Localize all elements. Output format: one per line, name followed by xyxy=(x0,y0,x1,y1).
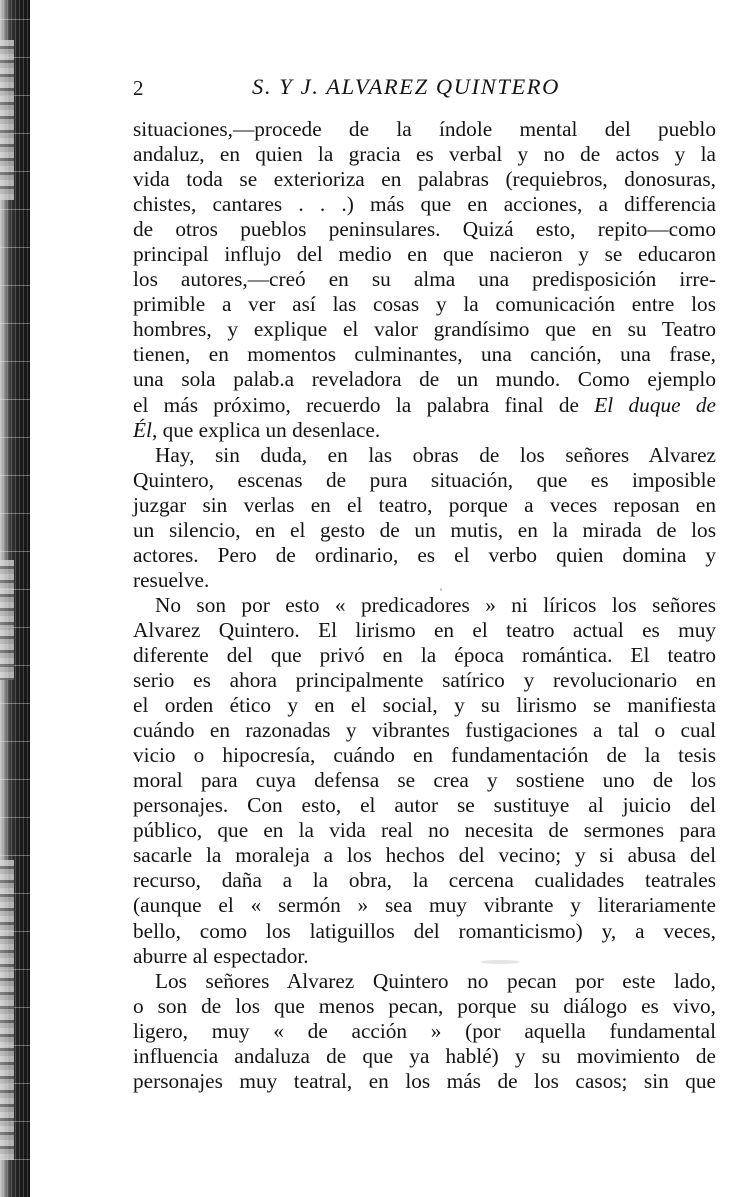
text-segment: , que explica un desenlace. xyxy=(151,417,381,442)
text-line: situaciones,—procede de la índole mental del pueblo xyxy=(133,117,716,141)
paragraph-start-line: Los señores Alvarez Quintero no pecan por este lado, xyxy=(155,968,716,993)
text-line: (aunque el « sermón » sea muy vibrante y literariamente xyxy=(133,893,716,918)
text-line: personajes. Con esto, el autor se sustituye al juicio del xyxy=(133,793,716,818)
paper-speck xyxy=(440,588,442,591)
paper-speck xyxy=(480,960,520,964)
text-line: tienen, en momentos culminantes, una canción, una frase, xyxy=(133,342,716,367)
text-line: público, que en la vida real no necesita de sermones para xyxy=(133,818,716,843)
book-binding-edge xyxy=(0,0,30,1197)
paragraph-start-line: No son por esto « predicadores » ni líricos los señores xyxy=(155,592,716,617)
text-line: primible a ver así las cosas y la comunicación entre los xyxy=(133,292,716,317)
text-line: sacarle la moraleja a los hechos del vecino; y si abusa del xyxy=(133,843,716,868)
text-line: serio es ahora principalmente satírico y revolucionario en xyxy=(133,668,716,693)
text-line: actores. Pero de ordinario, es el verbo quien domina y xyxy=(133,542,716,567)
text-line xyxy=(133,418,716,443)
italic-title: El duque de xyxy=(594,392,716,417)
text-line: andaluz, en quien la gracia es verbal y no de actos y la xyxy=(133,142,716,167)
text-line: los autores,—creó en su alma una predisposición irre- xyxy=(133,267,716,292)
text-line: juzgar sin verlas en el teatro, porque a veces reposan en xyxy=(133,492,716,517)
text-line: ligero, muy « de acción » (por aquella fundamental xyxy=(133,1018,716,1043)
text-line: hombres, y explique el valor grandísimo que en su Teatro xyxy=(133,317,716,342)
text-line: Alvarez Quintero. El lirismo en el teatro actual es muy xyxy=(133,617,716,642)
text-line: chistes, cantares . . .) más que en acciones, a differencia xyxy=(133,192,716,217)
page-number: 2 xyxy=(133,76,144,100)
text-line: moral para cuya defensa se crea y sostiene uno de los xyxy=(133,768,716,793)
page-header xyxy=(133,74,716,104)
text-line: diferente del que privó en la época romántica. El teatro xyxy=(133,642,716,667)
body-text xyxy=(133,117,716,1094)
running-title: S. Y J. ALVAREZ QUINTERO xyxy=(252,74,560,99)
text-line: el orden ético y en el social, y su lirismo se manifiesta xyxy=(133,693,716,718)
text-line: recurso, daña a la obra, la cercena cualidades teatrales xyxy=(133,868,716,893)
text-line: cuándo en razonadas y vibrantes fustigaciones a tal o cual xyxy=(133,718,716,743)
text-line: vida toda se exterioriza en palabras (requiebros, donosuras, xyxy=(133,167,716,192)
text-line: o son de los que menos pecan, porque su diálogo es vivo, xyxy=(133,993,716,1018)
text-line: de otros pueblos peninsulares. Quizá esto, repito—como xyxy=(133,217,716,242)
paragraph-start-line: Hay, sin duda, en las obras de los señores Alvarez xyxy=(155,442,716,467)
text-line xyxy=(133,393,716,418)
text-line: resuelve. xyxy=(133,567,210,592)
italic-title: Él xyxy=(133,417,152,442)
text-line: bello, como los latiguillos del romanticismo) y, a veces, xyxy=(133,918,716,943)
binding-ornament xyxy=(0,860,14,1160)
text-line: aburre al espectador. xyxy=(133,943,309,968)
text-line: una sola palab.a reveladora de un mundo. Como ejemplo xyxy=(133,367,716,392)
text-line: un silencio, en el gesto de un mutis, en la mirada de los xyxy=(133,517,716,542)
text-line: Quintero, escenas de pura situación, que es imposible xyxy=(133,467,716,492)
text-segment: el más próximo, recuerdo la palabra final de xyxy=(133,392,595,417)
text-line: vicio o hipocresía, cuándo en fundamentación de la tesis xyxy=(133,743,716,768)
binding-ornament xyxy=(0,40,14,200)
text-line: principal influjo del medio en que nacieron y se educaron xyxy=(133,242,716,267)
text-line: influencia andaluza de que ya hablé) y su movimiento de xyxy=(133,1043,716,1068)
text-line: personajes muy teatral, en los más de los casos; sin que xyxy=(133,1068,716,1093)
binding-ornament xyxy=(0,560,14,680)
